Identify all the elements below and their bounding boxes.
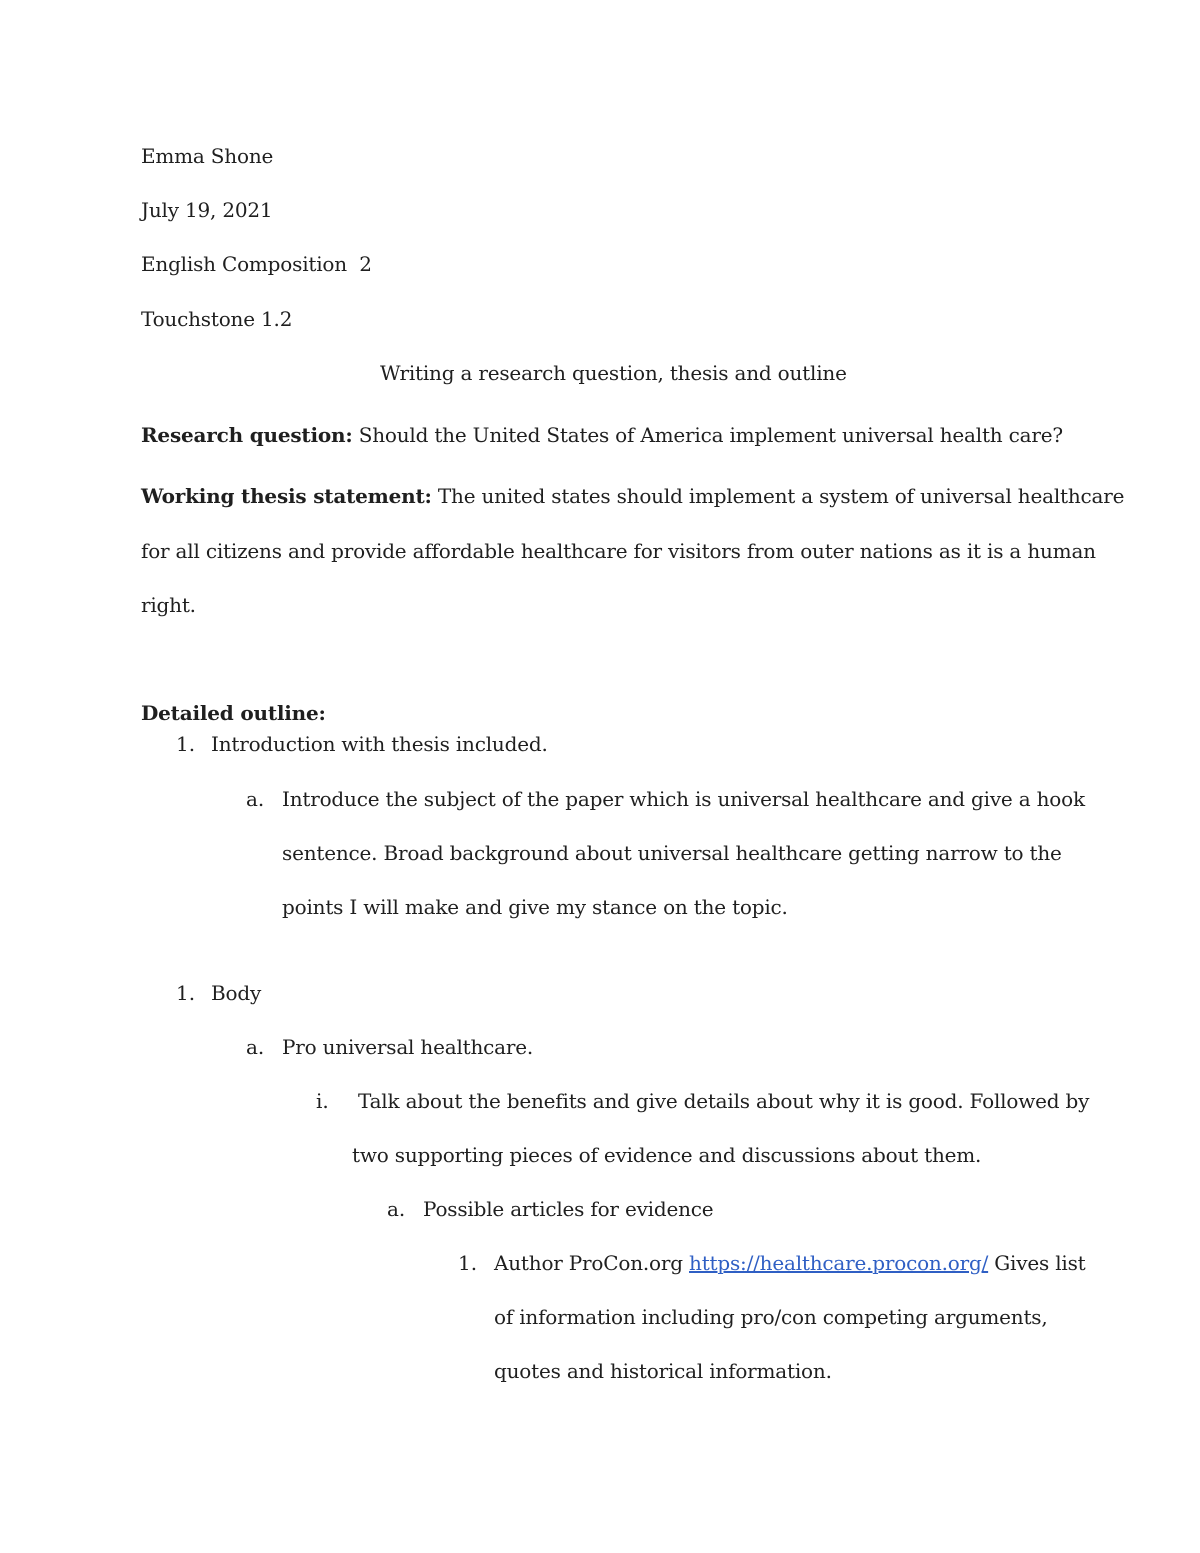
article-item-marker: 1. — [458, 1251, 478, 1275]
body-marker: 1. — [176, 981, 196, 1005]
body-text: Body — [211, 981, 262, 1005]
article-author: Author ProCon.org — [494, 1251, 690, 1275]
thesis-line-3: right. — [141, 593, 196, 617]
intro-sub-line-2: sentence. Broad background about universal healthcare getting narrow to the — [282, 841, 1062, 865]
document-date: July 19, 2021 — [141, 198, 273, 222]
pro-text: Pro universal healthcare. — [282, 1035, 534, 1059]
research-question — [141, 422, 1063, 448]
article-item-line-1 — [494, 1250, 1086, 1276]
document-title: Writing a research question, thesis and outline — [380, 361, 847, 385]
research-question-text: Should the United States of America implement universal health care? — [352, 423, 1063, 447]
thesis-line-2: for all citizens and provide affordable healthcare for visitors from outer nations as it is a human — [141, 539, 1096, 563]
point-line-2: two supporting pieces of evidence and discussions about them. — [352, 1143, 982, 1167]
intro-sub-line-3: points I will make and give my stance on the topic. — [282, 895, 788, 919]
thesis-line-1 — [141, 483, 1124, 509]
course-name: English Composition 2 — [141, 252, 372, 276]
point-marker: i. — [316, 1089, 329, 1113]
procon-link[interactable]: https://healthcare.procon.org/ — [689, 1251, 989, 1275]
point-line-1: Talk about the benefits and give details about why it is good. Followed by — [358, 1089, 1090, 1113]
intro-sub-line-1: Introduce the subject of the paper which is universal healthcare and give a hook — [282, 787, 1085, 811]
articles-marker: a. — [387, 1197, 406, 1221]
pro-marker: a. — [246, 1035, 265, 1059]
research-question-label: Research question: — [141, 423, 353, 447]
articles-text: Possible articles for evidence — [423, 1197, 714, 1221]
assignment-name: Touchstone 1.2 — [141, 307, 293, 331]
intro-text: Introduction with thesis included. — [211, 732, 548, 756]
article-description-start: Gives list — [988, 1251, 1086, 1275]
outline-heading: Detailed outline: — [141, 701, 326, 725]
intro-marker: 1. — [176, 732, 196, 756]
article-item-line-2: of information including pro/con competing arguments, — [494, 1305, 1048, 1329]
intro-sub-marker: a. — [246, 787, 265, 811]
author-name: Emma Shone — [141, 144, 274, 168]
article-item-line-3: quotes and historical information. — [494, 1359, 832, 1383]
thesis-text-1: The united states should implement a system of universal healthcare — [431, 484, 1125, 508]
thesis-label: Working thesis statement: — [141, 484, 432, 508]
